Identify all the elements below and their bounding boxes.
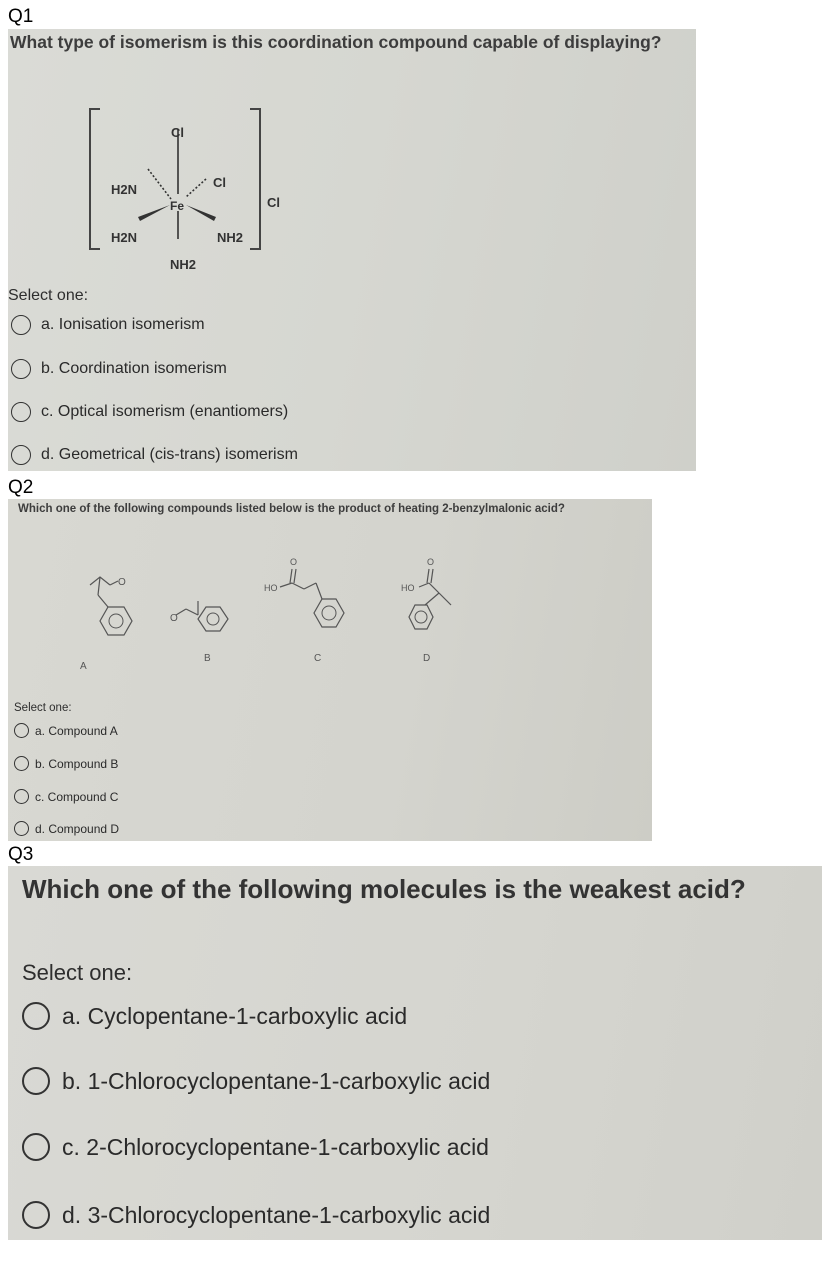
question-2-option-b[interactable] — [14, 756, 118, 771]
option-label: c. Optical isomerism (enantiomers) — [41, 403, 289, 420]
question-2-select-one: Select one: — [14, 702, 72, 714]
radio-icon[interactable] — [11, 359, 31, 379]
radio-icon[interactable] — [22, 1002, 50, 1030]
ligand-cl-right: Cl — [213, 175, 226, 190]
question-1-option-a[interactable] — [11, 315, 205, 335]
radio-icon[interactable] — [14, 756, 29, 771]
option-label: d. Geometrical (cis-trans) isomerism — [41, 446, 298, 463]
radio-icon[interactable] — [22, 1201, 50, 1229]
compound-d-label: D — [423, 653, 431, 664]
coordination-complex-structure — [78, 99, 288, 272]
ligand-h2n-upper: H2N — [111, 182, 138, 197]
question-2-text: Which one of the following compounds listed below is the product of heating 2-benzylmalonic acid? — [18, 503, 565, 515]
question-2-label: Q2 — [8, 477, 34, 498]
compound-b-label: B — [204, 653, 211, 664]
question-3-option-c[interactable] — [22, 1133, 489, 1161]
option-label: c. 2-Chlorocyclopentane-1-carboxylic acid — [62, 1133, 489, 1160]
radio-icon[interactable] — [11, 402, 31, 422]
radio-icon[interactable] — [14, 789, 29, 804]
question-3-text: Which one of the following molecules is the weakest acid? — [22, 874, 746, 904]
compound-a-structure — [68, 565, 158, 675]
atom-label-o: O — [170, 613, 178, 624]
ligand-h2n-lower: H2N — [111, 230, 138, 245]
question-3-option-d[interactable] — [22, 1201, 490, 1229]
compound-c-structure — [258, 553, 368, 673]
option-label: b. Coordination isomerism — [41, 360, 227, 377]
question-3-label: Q3 — [8, 844, 34, 865]
atom-label-o: O — [427, 557, 435, 567]
question-3-option-b[interactable] — [22, 1067, 490, 1095]
radio-icon[interactable] — [22, 1067, 50, 1095]
question-2-option-d[interactable] — [14, 821, 119, 836]
question-1-text: What type of isomerism is this coordination compound capable of displaying? — [10, 32, 662, 52]
option-label: b. 1-Chlorocyclopentane-1-carboxylic acid — [62, 1067, 491, 1094]
question-1-option-d[interactable] — [11, 445, 298, 465]
question-1-label: Q1 — [8, 6, 34, 27]
compound-c-label: C — [314, 653, 322, 664]
question-1-option-c[interactable] — [11, 402, 288, 422]
question-2-option-c[interactable] — [14, 789, 118, 804]
radio-icon[interactable] — [22, 1133, 50, 1161]
radio-icon[interactable] — [11, 315, 31, 335]
option-label: a. Ionisation isomerism — [41, 316, 205, 333]
atom-label-ho: HO — [264, 583, 278, 593]
radio-icon[interactable] — [11, 445, 31, 465]
atom-label-o: O — [118, 577, 126, 588]
metal-center: Fe — [170, 199, 185, 213]
question-1-option-b[interactable] — [11, 359, 227, 379]
compound-d-structure — [393, 553, 503, 673]
question-2-option-a[interactable] — [14, 723, 118, 738]
ligand-nh2-right: NH2 — [217, 230, 244, 245]
compound-b-structure — [168, 579, 258, 669]
question-3-option-a[interactable] — [22, 1002, 407, 1030]
question-1-select-one: Select one: — [8, 287, 89, 304]
option-label: b. Compound B — [35, 756, 119, 771]
counter-ion: Cl — [267, 195, 280, 210]
question-1-screenshot — [8, 29, 696, 471]
atom-label-o: O — [290, 557, 298, 567]
compound-a-label: A — [80, 661, 87, 672]
option-label: c. Compound C — [35, 789, 119, 804]
radio-icon[interactable] — [14, 723, 29, 738]
radio-icon[interactable] — [14, 821, 29, 836]
question-3-select-one: Select one: — [22, 960, 133, 985]
option-label: d. Compound D — [35, 821, 120, 836]
ligand-nh2-bottom: NH2 — [170, 257, 197, 272]
option-label: a. Cyclopentane-1-carboxylic acid — [62, 1002, 408, 1029]
option-label: d. 3-Chlorocyclopentane-1-carboxylic acid — [62, 1201, 491, 1228]
question-3-screenshot — [8, 866, 822, 1240]
atom-label-ho: HO — [401, 583, 415, 593]
option-label: a. Compound A — [35, 723, 118, 738]
question-2-screenshot — [8, 499, 652, 841]
ligand-cl-top: Cl — [171, 125, 184, 140]
